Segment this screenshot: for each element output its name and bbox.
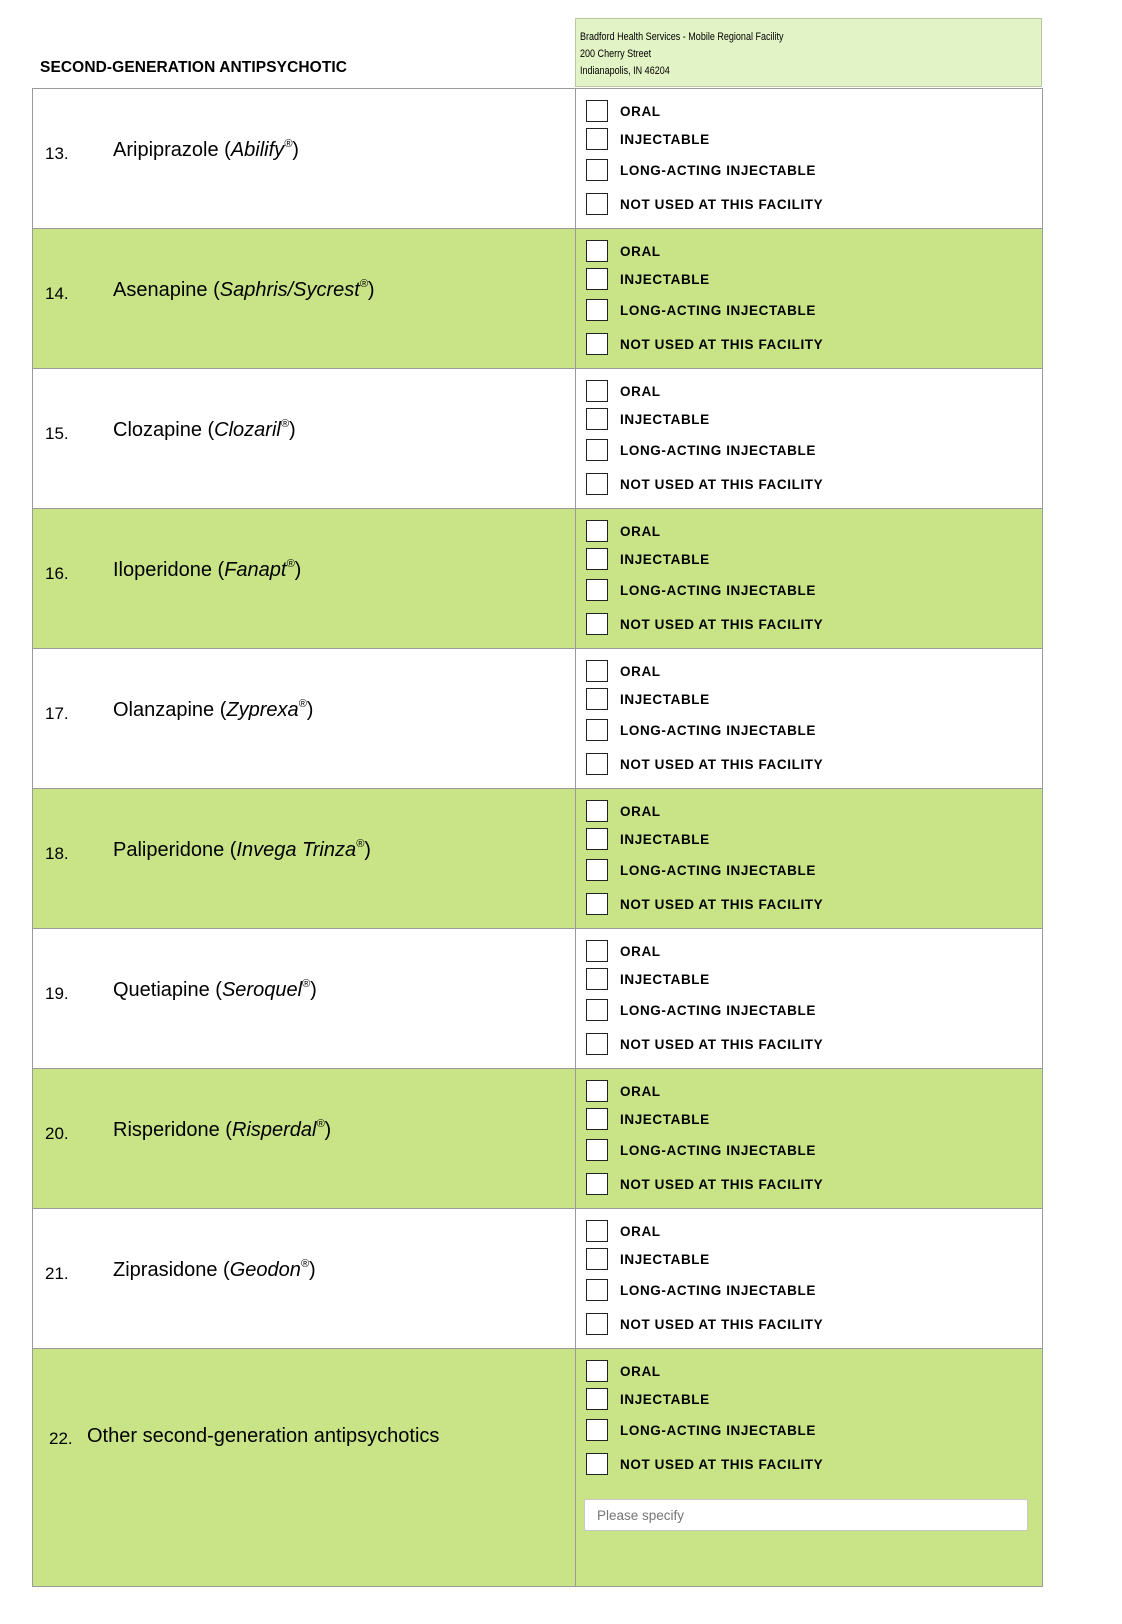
row-quetiapine (32, 928, 1043, 1068)
medication-cell (32, 369, 575, 508)
option-long-acting-injectable[interactable] (586, 298, 816, 322)
route-options-cell (575, 509, 1043, 648)
option-label: LONG-ACTING INJECTABLE (620, 862, 816, 878)
route-options-cell (575, 789, 1043, 928)
table-bottom-border (32, 1586, 1043, 1587)
option-injectable[interactable] (586, 1107, 710, 1131)
facility-address-box (575, 18, 1042, 87)
option-oral[interactable] (586, 239, 661, 263)
option-label: LONG-ACTING INJECTABLE (620, 722, 816, 738)
registered-mark: ® (280, 418, 289, 430)
registered-mark: ® (300, 1258, 309, 1270)
item-number: 19. (45, 984, 69, 1003)
checkbox-long-acting-injectable[interactable] (586, 719, 608, 741)
brand-name: Invega Trinza® (236, 838, 365, 861)
facility-street: 200 Cherry Street (580, 48, 652, 60)
option-not-used[interactable] (586, 1452, 823, 1476)
option-label: INJECTABLE (620, 271, 710, 287)
option-label: ORAL (620, 1363, 661, 1379)
option-label: LONG-ACTING INJECTABLE (620, 582, 816, 598)
medication-cell (32, 1349, 575, 1586)
option-label: NOT USED AT THIS FACILITY (620, 196, 824, 212)
brand-name: Geodon® (229, 1258, 309, 1281)
option-injectable[interactable] (586, 127, 710, 151)
facility-city: Indianapolis, IN 46204 (580, 65, 670, 77)
option-label: ORAL (620, 1083, 661, 1099)
checkbox-injectable[interactable] (586, 1108, 608, 1130)
brand-name: Saphris/Sycrest® (219, 278, 368, 301)
medication-name: Risperidone (Risperdal®) (113, 1118, 332, 1141)
item-number: 21. (45, 1264, 69, 1283)
checkbox-long-acting-injectable[interactable] (586, 859, 608, 881)
registered-mark: ® (302, 978, 311, 990)
registered-mark: ® (316, 1118, 325, 1130)
option-label: ORAL (620, 1223, 661, 1239)
medication-name: Iloperidone (Fanapt®) (113, 558, 302, 581)
checkbox-long-acting-injectable[interactable] (586, 299, 608, 321)
medication-name: Paliperidone (Invega Trinza®) (113, 838, 371, 861)
option-long-acting-injectable[interactable] (586, 1138, 816, 1162)
registered-mark: ® (359, 278, 368, 290)
registered-mark: ® (298, 698, 307, 710)
option-long-acting-injectable[interactable] (586, 438, 816, 462)
option-not-used[interactable] (586, 752, 823, 776)
option-label: LONG-ACTING INJECTABLE (620, 162, 816, 178)
option-label: ORAL (620, 943, 661, 959)
option-label: LONG-ACTING INJECTABLE (620, 442, 816, 458)
option-not-used[interactable] (586, 1172, 823, 1196)
option-label: NOT USED AT THIS FACILITY (620, 616, 824, 632)
option-label: NOT USED AT THIS FACILITY (620, 756, 824, 772)
checkbox-long-acting-injectable[interactable] (586, 159, 608, 181)
option-label: LONG-ACTING INJECTABLE (620, 1002, 816, 1018)
medication-name: Asenapine (Saphris/Sycrest®) (113, 278, 375, 301)
medication-cell (32, 1209, 575, 1348)
option-label: ORAL (620, 103, 661, 119)
checkbox-injectable[interactable] (586, 128, 608, 150)
option-long-acting-injectable[interactable] (586, 1418, 816, 1442)
option-label: NOT USED AT THIS FACILITY (620, 336, 824, 352)
option-label: INJECTABLE (620, 131, 710, 147)
option-not-used[interactable] (586, 1032, 823, 1056)
option-injectable[interactable] (586, 547, 710, 571)
item-number: 20. (45, 1124, 69, 1143)
item-number: 14. (45, 284, 69, 303)
option-injectable[interactable] (586, 1247, 710, 1271)
checkbox-injectable[interactable] (586, 548, 608, 570)
medication-cell (32, 89, 575, 228)
checkbox-not-used[interactable] (586, 1173, 608, 1195)
route-options-cell (575, 1209, 1043, 1348)
option-label: NOT USED AT THIS FACILITY (620, 1176, 824, 1192)
item-number: 16. (45, 564, 69, 583)
row-olanzapine (32, 648, 1043, 788)
option-label: NOT USED AT THIS FACILITY (620, 1456, 824, 1472)
checkbox-injectable[interactable] (586, 1388, 608, 1410)
route-options-cell (575, 929, 1043, 1068)
brand-name: Clozaril® (214, 418, 289, 441)
checkbox-oral[interactable] (586, 1080, 608, 1102)
option-label: LONG-ACTING INJECTABLE (620, 1142, 816, 1158)
option-injectable[interactable] (586, 827, 710, 851)
option-label: LONG-ACTING INJECTABLE (620, 302, 816, 318)
row-iloperidone (32, 508, 1043, 648)
option-injectable[interactable] (586, 687, 710, 711)
option-long-acting-injectable[interactable] (586, 1278, 816, 1302)
checkbox-oral[interactable] (586, 380, 608, 402)
option-not-used[interactable] (586, 1312, 823, 1336)
row-ziprasidone (32, 1208, 1043, 1348)
option-not-used[interactable] (586, 472, 823, 496)
route-options-cell (575, 369, 1043, 508)
option-oral[interactable] (586, 1359, 661, 1383)
registered-mark: ® (286, 558, 295, 570)
checkbox-not-used[interactable] (586, 613, 608, 635)
option-oral[interactable] (586, 519, 661, 543)
registered-mark: ® (356, 838, 365, 850)
option-oral[interactable] (586, 379, 661, 403)
option-label: INJECTABLE (620, 1251, 710, 1267)
medication-cell (32, 929, 575, 1068)
row-paliperidone (32, 788, 1043, 928)
checkbox-injectable[interactable] (586, 1248, 608, 1270)
medication-name: Clozapine (Clozaril®) (113, 418, 296, 441)
checkbox-injectable[interactable] (586, 828, 608, 850)
checkbox-not-used[interactable] (586, 1453, 608, 1475)
option-oral[interactable] (586, 659, 661, 683)
medication-name: Quetiapine (Seroquel®) (113, 978, 317, 1001)
option-oral[interactable] (586, 939, 661, 963)
checkbox-oral[interactable] (586, 240, 608, 262)
option-label: LONG-ACTING INJECTABLE (620, 1282, 816, 1298)
option-long-acting-injectable[interactable] (586, 998, 816, 1022)
item-number: 18. (45, 844, 69, 863)
option-not-used[interactable] (586, 612, 823, 636)
checkbox-injectable[interactable] (586, 968, 608, 990)
row-asenapine (32, 228, 1043, 368)
row-other-antipsychotics (32, 1348, 1043, 1586)
checkbox-injectable[interactable] (586, 268, 608, 290)
checkbox-not-used[interactable] (586, 753, 608, 775)
checkbox-long-acting-injectable[interactable] (586, 1279, 608, 1301)
option-long-acting-injectable[interactable] (586, 858, 816, 882)
checkbox-not-used[interactable] (586, 1033, 608, 1055)
medication-cell (32, 509, 575, 648)
checkbox-not-used[interactable] (586, 333, 608, 355)
option-label: INJECTABLE (620, 551, 710, 567)
option-long-acting-injectable[interactable] (586, 718, 816, 742)
option-label: INJECTABLE (620, 411, 710, 427)
checkbox-not-used[interactable] (586, 1313, 608, 1335)
route-options-cell (575, 1349, 1043, 1586)
medication-name: Ziprasidone (Geodon®) (113, 1258, 316, 1281)
medication-cell (32, 1069, 575, 1208)
option-long-acting-injectable[interactable] (586, 158, 816, 182)
section-title: SECOND-GENERATION ANTIPSYCHOTIC (40, 59, 348, 76)
brand-name: Fanapt® (224, 558, 295, 581)
registered-mark: ® (284, 138, 293, 150)
brand-name: Risperdal® (231, 1118, 325, 1141)
checkbox-oral[interactable] (586, 1360, 608, 1382)
option-not-used[interactable] (586, 332, 823, 356)
option-not-used[interactable] (586, 892, 823, 916)
item-number: 22. (49, 1429, 73, 1448)
medication-cell (32, 229, 575, 368)
route-options-cell (575, 89, 1043, 228)
row-clozapine (32, 368, 1043, 508)
route-options-cell (575, 1069, 1043, 1208)
specify-other-input[interactable] (584, 1499, 1028, 1531)
option-injectable[interactable] (586, 407, 710, 431)
option-label: ORAL (620, 243, 661, 259)
medication-cell (32, 649, 575, 788)
option-label: ORAL (620, 523, 661, 539)
option-label: ORAL (620, 803, 661, 819)
checkbox-long-acting-injectable[interactable] (586, 999, 608, 1021)
checkbox-not-used[interactable] (586, 473, 608, 495)
option-label: NOT USED AT THIS FACILITY (620, 1036, 824, 1052)
item-number: 15. (45, 424, 69, 443)
option-long-acting-injectable[interactable] (586, 578, 816, 602)
medication-name: Other second-generation antipsychotics (87, 1425, 440, 1447)
medication-name: Aripiprazole (Abilify®) (113, 138, 299, 161)
checkbox-long-acting-injectable[interactable] (586, 1419, 608, 1441)
option-injectable[interactable] (586, 1387, 710, 1411)
checkbox-long-acting-injectable[interactable] (586, 439, 608, 461)
checkbox-long-acting-injectable[interactable] (586, 579, 608, 601)
row-aripiprazole (32, 88, 1043, 228)
checkbox-oral[interactable] (586, 100, 608, 122)
brand-name: Abilify® (230, 138, 293, 161)
option-label: ORAL (620, 383, 661, 399)
option-oral[interactable] (586, 99, 661, 123)
option-label: INJECTABLE (620, 971, 710, 987)
option-injectable[interactable] (586, 267, 710, 291)
checkbox-not-used[interactable] (586, 893, 608, 915)
checkbox-not-used[interactable] (586, 193, 608, 215)
brand-name: Zyprexa® (226, 698, 307, 721)
row-risperidone (32, 1068, 1043, 1208)
option-label: INJECTABLE (620, 831, 710, 847)
item-number: 17. (45, 704, 69, 723)
checkbox-oral[interactable] (586, 660, 608, 682)
option-injectable[interactable] (586, 967, 710, 991)
option-label: INJECTABLE (620, 1391, 710, 1407)
option-not-used[interactable] (586, 192, 823, 216)
brand-name: Seroquel® (221, 978, 311, 1001)
option-oral[interactable] (586, 799, 661, 823)
checkbox-oral[interactable] (586, 520, 608, 542)
checkbox-oral[interactable] (586, 940, 608, 962)
medication-cell (32, 789, 575, 928)
option-label: ORAL (620, 663, 661, 679)
facility-name: Bradford Health Services - Mobile Regional Facility (580, 31, 784, 43)
checkbox-oral[interactable] (586, 800, 608, 822)
route-options-cell (575, 649, 1043, 788)
checkbox-injectable[interactable] (586, 688, 608, 710)
option-label: NOT USED AT THIS FACILITY (620, 896, 824, 912)
option-label: NOT USED AT THIS FACILITY (620, 476, 824, 492)
option-label: INJECTABLE (620, 1111, 710, 1127)
item-number: 13. (45, 144, 69, 163)
option-label: LONG-ACTING INJECTABLE (620, 1422, 816, 1438)
option-oral[interactable] (586, 1079, 661, 1103)
option-label: INJECTABLE (620, 691, 710, 707)
option-oral[interactable] (586, 1219, 661, 1243)
option-label: NOT USED AT THIS FACILITY (620, 1316, 824, 1332)
checkbox-injectable[interactable] (586, 408, 608, 430)
medication-name: Olanzapine (Zyprexa®) (113, 698, 314, 721)
checkbox-long-acting-injectable[interactable] (586, 1139, 608, 1161)
checkbox-oral[interactable] (586, 1220, 608, 1242)
route-options-cell (575, 229, 1043, 368)
